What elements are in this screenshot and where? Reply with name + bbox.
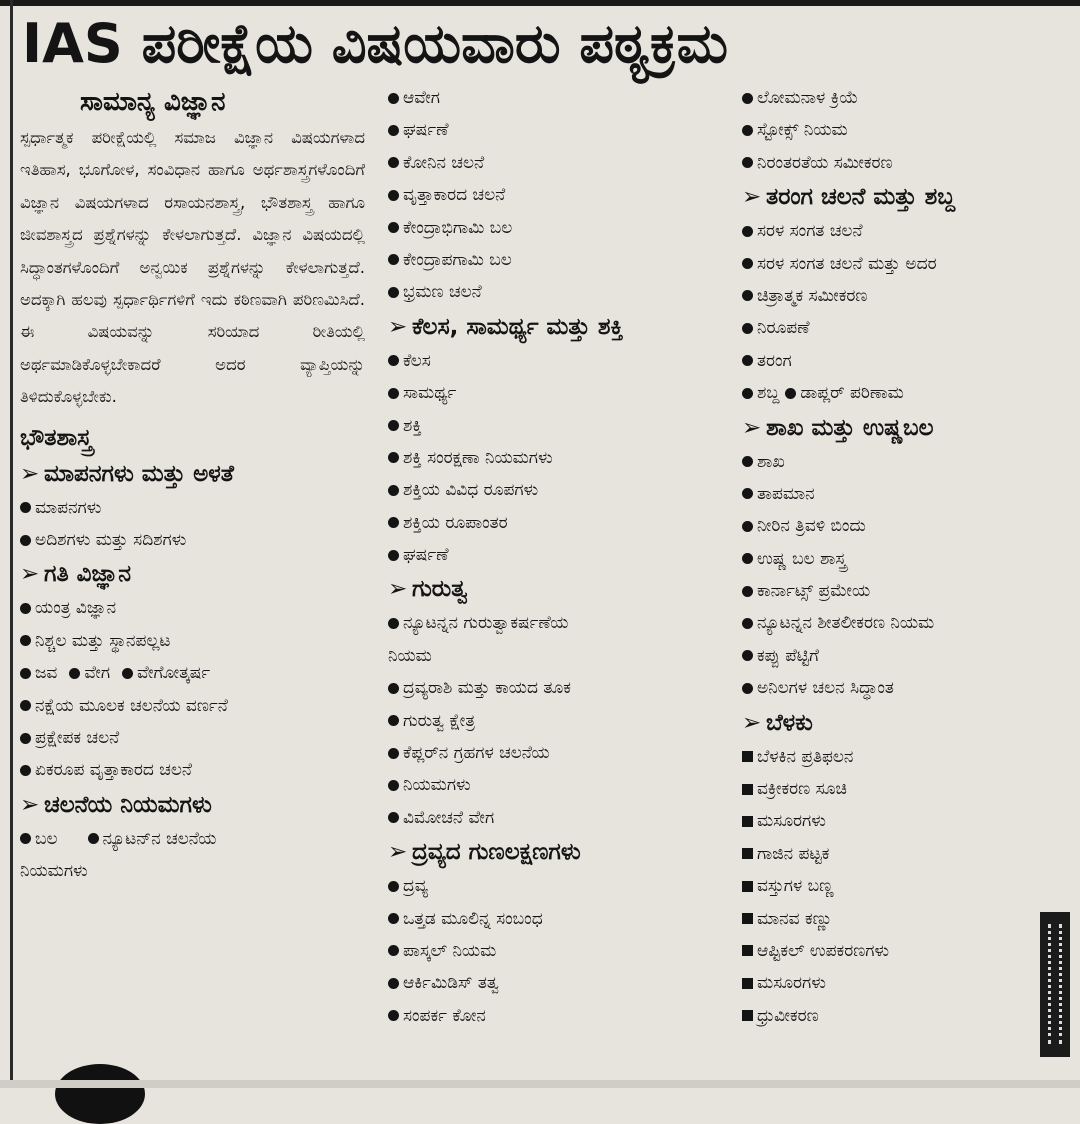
list-item: ಮಾಪನಗಳು: [20, 492, 365, 524]
list-item: ಮಸೂರಗಳು: [742, 967, 1062, 999]
list-item: ನಿರೂಪಣೆ: [742, 312, 1062, 344]
list-item: ಅದಿಶಗಳು ಮತ್ತು ಸದಿಶಗಳು: [20, 524, 365, 556]
bullet-icon: [20, 502, 31, 513]
bullet-icon: [742, 157, 753, 168]
bullet-icon: [388, 420, 399, 431]
list-item: ಏಕರೂಪ ವೃತ್ತಾಕಾರದ ಚಲನೆ: [20, 754, 365, 786]
square-bullet-icon: [742, 978, 753, 989]
list-item: ವೃತ್ತಾಕಾರದ ಚಲನೆ: [388, 179, 718, 211]
list-item: ಶಕ್ತಿ: [388, 410, 718, 442]
bullet-icon: [742, 586, 753, 597]
list-item: ಪಾಸ್ಕಲ್ ನಿಯಮ: [388, 935, 718, 967]
list-item: ಘರ್ಷಣೆ: [388, 539, 718, 571]
arrow-icon: ➢: [20, 791, 40, 818]
bullet-icon: [388, 355, 399, 366]
list-item: ಘರ್ಷಣೆ: [388, 114, 718, 146]
bullet-icon: [388, 1010, 399, 1021]
page-title: IAS ಪರೀಕ್ಷೆಯ ವಿಷಯವಾರು ಪಠ್ಯಕ್ರಮ: [22, 12, 728, 75]
list-item: ಸರಳ ಸಂಗತ ಚಲನೆ: [742, 215, 1062, 247]
list-item: ಕಪ್ಪು ಪೆಟ್ಟಿಗೆ: [742, 640, 1062, 672]
bottom-edge: [0, 1080, 1080, 1088]
list-item: ತಾಪಮಾನ: [742, 478, 1062, 510]
list-item: ನಿಯಮಗಳು: [388, 769, 718, 801]
list-item: ಗುರುತ್ವ ಕ್ಷೇತ್ರ: [388, 705, 718, 737]
heading-heat-thermodynamics: ➢ ಶಾಖ ಮತ್ತು ಉಷ್ಣಬಲ: [742, 410, 1062, 446]
bullet-icon: [20, 603, 31, 614]
list-item: ಶಕ್ತಿ ಸಂರಕ್ಷಣಾ ನಿಯಮಗಳು: [388, 442, 718, 474]
bullet-icon: [742, 553, 753, 564]
bullet-icon: [742, 650, 753, 661]
square-bullet-icon: [742, 816, 753, 827]
bullet-icon: [388, 881, 399, 892]
bullet-icon: [388, 190, 399, 201]
square-bullet-icon: [742, 848, 753, 859]
heading-measurement: ➢ ಮಾಪನಗಳು ಮತ್ತು ಅಳತೆ: [20, 456, 365, 492]
bullet-icon: [742, 618, 753, 629]
bullet-icon: [388, 550, 399, 561]
bullet-icon: [388, 254, 399, 265]
bullet-icon: [388, 222, 399, 233]
bullet-icon: [742, 93, 753, 104]
bullet-icon: [388, 157, 399, 168]
bullet-icon: [20, 733, 31, 744]
list-item: ಜವ ವೇಗ ವೇಗೋತ್ಕರ್ಷ: [20, 657, 365, 689]
heading-laws-of-motion: ➢ ಚಲನೆಯ ನಿಯಮಗಳು: [20, 787, 365, 823]
bullet-icon: [20, 765, 31, 776]
list-item: ಕೇಂದ್ರಾಭಿಗಾಮಿ ಬಲ: [388, 212, 718, 244]
bullet-icon: [388, 978, 399, 989]
square-bullet-icon: [742, 881, 753, 892]
bullet-icon: [69, 668, 80, 679]
list-item: ಕೋನಿನ ಚಲನೆ: [388, 147, 718, 179]
arrow-icon: ➢: [742, 184, 762, 211]
bullet-icon: [742, 683, 753, 694]
heading-light: ➢ ಬೆಳಕು: [742, 705, 1062, 741]
bullet-icon: [742, 125, 753, 136]
column-2: [388, 82, 718, 1032]
list-item: ಕೆಲಸ: [388, 345, 718, 377]
bullet-icon: [388, 748, 399, 759]
list-item: ಶಕ್ತಿಯ ರೂಪಾಂತರ: [388, 507, 718, 539]
bullet-icon: [122, 668, 133, 679]
list-item: ತರಂಗ: [742, 345, 1062, 377]
bullet-icon: [742, 488, 753, 499]
list-item-continued: ನಿಯಮ: [388, 645, 432, 666]
bullet-icon: [742, 388, 753, 399]
list-item: ವಕ್ರೀಕರಣ ಸೂಚಿ: [742, 773, 1062, 805]
bullet-icon: [388, 913, 399, 924]
bullet-icon: [388, 93, 399, 104]
square-bullet-icon: [742, 913, 753, 924]
list-item: ನೀರಿನ ತ್ರಿವಳಿ ಬಿಂದು: [742, 510, 1062, 542]
bullet-icon: [388, 517, 399, 528]
list-item: ಆವೇಗ: [388, 82, 718, 114]
bullet-icon: [20, 635, 31, 646]
heading-work-power-energy: ➢ ಕೆಲಸ, ಸಾಮರ್ಥ್ಯ ಮತ್ತು ಶಕ್ತಿ: [388, 309, 718, 345]
list-item: ಶಾಖ: [742, 446, 1062, 478]
bullet-icon: [88, 833, 99, 844]
list-item: ಯಂತ್ರ ವಿಜ್ಞಾನ: [20, 592, 365, 624]
list-item: ಸಂಪರ್ಕ ಕೋನ: [388, 1000, 718, 1032]
square-bullet-icon: [742, 1010, 753, 1021]
list-item-continued: ನಿಯಮಗಳು: [20, 861, 88, 882]
bullet-icon: [742, 258, 753, 269]
list-item: ಸ್ಟೋಕ್ಸ್ ನಿಯಮ: [742, 114, 1062, 146]
bullet-icon: [742, 355, 753, 366]
side-strip: [1040, 912, 1070, 1057]
bullet-icon: [388, 485, 399, 496]
left-rule: [10, 0, 13, 1088]
heading-kinematics: ➢ ಗತಿ ವಿಜ್ಞಾನ: [20, 556, 365, 592]
square-bullet-icon: [742, 945, 753, 956]
list-item: ಅನಿಲಗಳ ಚಲನ ಸಿದ್ಧಾಂತ: [742, 672, 1062, 704]
list-item: ಸರಳ ಸಂಗತ ಚಲನೆ ಮತ್ತು ಅದರ: [742, 248, 1062, 280]
list-item: ಕೇಂದ್ರಾಪಗಾಮಿ ಬಲ: [388, 244, 718, 276]
list-item: ಕಾರ್ನಾಟ್ಸ್ ಪ್ರಮೇಯ: [742, 575, 1062, 607]
list-item: ಮಾನವ ಕಣ್ಣು: [742, 903, 1062, 935]
heading-waves-sound: ➢ ತರಂಗ ಚಲನೆ ಮತ್ತು ಶಬ್ದ: [742, 179, 1062, 215]
bullet-icon: [388, 683, 399, 694]
list-item: ಗಾಜಿನ ಪಟ್ಟಕ: [742, 838, 1062, 870]
list-item: ಶಕ್ತಿಯ ವಿವಿಧ ರೂಪಗಳು: [388, 474, 718, 506]
list-item: ಪ್ರಕ್ಷೇಪಕ ಚಲನೆ: [20, 722, 365, 754]
bullet-icon: [388, 715, 399, 726]
list-item: ಕೆಪ್ಲರ್‌ನ ಗ್ರಹಗಳ ಚಲನೆಯ: [388, 737, 718, 769]
bullet-icon: [388, 945, 399, 956]
bullet-icon: [20, 700, 31, 711]
bottom-graphic: [55, 1064, 145, 1124]
list-item: ಬಲ ನ್ಯೂಟನ್‌ನ ಚಲನೆಯ: [20, 823, 365, 855]
heading-properties-of-matter: ➢ ದ್ರವ್ಯದ ಗುಣಲಕ್ಷಣಗಳು: [388, 834, 718, 870]
list-item: ದ್ರವ್ಯ: [388, 870, 718, 902]
list-item: ಮಸೂರಗಳು: [742, 805, 1062, 837]
list-item: ಸಾಮರ್ಥ್ಯ: [388, 377, 718, 409]
bullet-icon: [388, 388, 399, 399]
bullet-icon: [388, 780, 399, 791]
list-item: ಭ್ರಮಣ ಚಲನೆ: [388, 276, 718, 308]
arrow-icon: ➢: [388, 839, 408, 866]
list-item: ಬೆಳಕಿನ ಪ್ರತಿಫಲನ: [742, 741, 1062, 773]
bullet-icon: [388, 618, 399, 629]
list-item: ನಿಶ್ಚಲ ಮತ್ತು ಸ್ಥಾನಪಲ್ಲಟ: [20, 625, 365, 657]
arrow-icon: ➢: [20, 460, 40, 487]
bullet-icon: [20, 833, 31, 844]
arrow-icon: ➢: [20, 561, 40, 588]
bullet-icon: [742, 456, 753, 467]
list-item: ಶಬ್ದ ಡಾಪ್ಲರ್ ಪರಿಣಾಮ: [742, 377, 1062, 409]
section-physics: ಭೌತಶಾಸ್ತ್ರ: [20, 424, 93, 451]
bullet-icon: [388, 812, 399, 823]
bullet-icon: [388, 287, 399, 298]
bullet-icon: [742, 521, 753, 532]
bullet-icon: [785, 388, 796, 399]
intro-paragraph: ಸ್ಪರ್ಧಾತ್ಮಕ ಪರೀಕ್ಷೆಯಲ್ಲಿ ಸಮಾಜ ವಿಜ್ಞಾನ ವಿಷಯಗಳಾದ ಇತಿಹಾಸ, ಭೂಗೋಳ, ಸಂವಿಧಾನ ಹಾಗೂ ಅರ್ಥಶಾಸ್ತ್ರಗಳೊಂದಿಗೆ ವಿಜ್ಞಾನ ವಿಷಯಗಳಾದ ರಸಾಯನಶಾಸ್ತ್ರ, ಭೌತಶಾಸ್ತ್ರ ಹಾಗೂ ಜೀವಶಾಸ್ತ್ರದ ಪ್ರಶ್ನೆಗಳನ್ನು ಕೇಳಲಾಗುತ್ತದೆ. ವಿಜ್ಞಾನ ವಿಷಯದಲ್ಲಿ ಸಿದ್ಧಾಂತಗಳೊಂದಿಗೆ ಅನ್ವಯಿಕ ಪ್ರಶ್ನೆಗಳನ್ನು ಕೇಳಲಾಗುತ್ತದೆ. ಅದಕ್ಕಾಗಿ ಹಲವು ಸ್ಪರ್ಧಾರ್ಥಿಗಳಿಗೆ ಇದು ಕಠಿಣವಾಗಿ ಪರಿಣಮಿಸಿದೆ. ಈ ವಿಷಯವನ್ನು ಸರಿಯಾದ ರೀತಿಯಲ್ಲಿ ಅರ್ಥಮಾಡಿಕೊಳ್ಳಬೇಕಾದರೆ ಅದರ ವ್ಯಾಪ್ತಿಯನ್ನು ತಿಳಿದುಕೊಳ್ಳಬೇಕು.: [20, 128, 365, 407]
arrow-icon: ➢: [388, 576, 408, 603]
square-bullet-icon: [742, 784, 753, 795]
list-item: ವಿಮೋಚನೆ ವೇಗ: [388, 802, 718, 834]
list-item: ದ್ರವ್ಯರಾಶಿ ಮತ್ತು ಕಾಯದ ತೂಕ: [388, 672, 718, 704]
bullet-icon: [388, 452, 399, 463]
list-item: ಒತ್ತಡ ಮೂಲಿನ್ನ ಸಂಬಂಧ: [388, 903, 718, 935]
bullet-icon: [742, 290, 753, 301]
list-item: ಆಪ್ಟಿಕಲ್ ಉಪಕರಣಗಳು: [742, 935, 1062, 967]
bullet-icon: [20, 668, 31, 679]
bullet-icon: [20, 535, 31, 546]
arrow-icon: ➢: [388, 313, 408, 340]
list-item: ಧ್ರುವೀಕರಣ: [742, 1000, 1062, 1032]
list-item: ಲೋಮನಾಳ ಕ್ರಿಯೆ: [742, 82, 1062, 114]
list-item: ಚಿತ್ರಾತ್ಮಕ ಸಮೀಕರಣ: [742, 280, 1062, 312]
list-item: ನ್ಯೂಟನ್ನನ ಶೀತಲೀಕರಣ ನಿಯಮ: [742, 607, 1062, 639]
list-item: ಉಷ್ಣ ಬಲ ಶಾಸ್ತ್ರ: [742, 543, 1062, 575]
heading-gravitation: ➢ ಗುರುತ್ವ: [388, 571, 718, 607]
list-item: ನಿರಂತರತೆಯ ಸಮೀಕರಣ: [742, 147, 1062, 179]
list-item: ನ್ಯೂಟನ್ನನ ಗುರುತ್ವಾಕರ್ಷಣೆಯ: [388, 607, 718, 639]
arrow-icon: ➢: [742, 414, 762, 441]
bullet-icon: [388, 125, 399, 136]
list-item: ವಸ್ತುಗಳ ಬಣ್ಣ: [742, 870, 1062, 902]
list-item: ನಕ್ಷೆಯ ಮೂಲಕ ಚಲನೆಯ ವರ್ಣನೆ: [20, 690, 365, 722]
square-bullet-icon: [742, 751, 753, 762]
arrow-icon: ➢: [742, 709, 762, 736]
bullet-icon: [742, 323, 753, 334]
subheading-general-science: ಸಾಮಾನ್ಯ ವಿಜ್ಞಾನ: [80, 87, 226, 117]
column-3: [742, 82, 1062, 1032]
column-1: [20, 82, 365, 888]
list-item: ಆರ್ಕಿಮಿಡಿಸ್ ತತ್ವ: [388, 967, 718, 999]
bullet-icon: [742, 226, 753, 237]
